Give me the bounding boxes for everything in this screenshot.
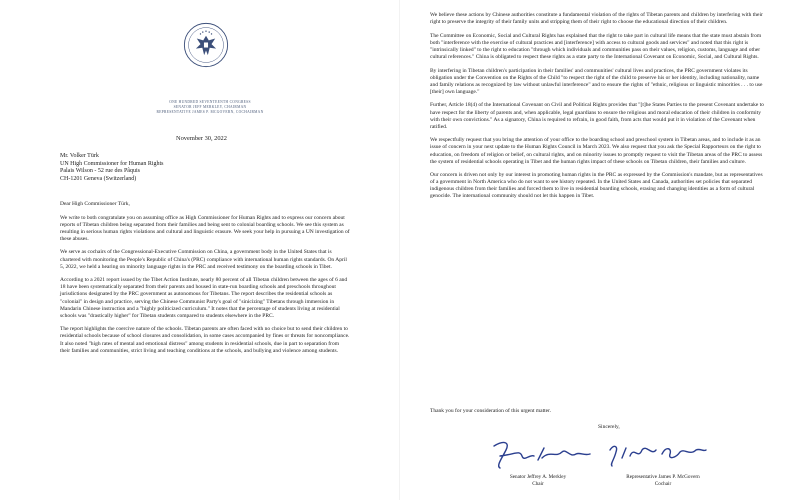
signatory-role: Cochair [654, 480, 672, 487]
paragraph: We respectfully request that you bring the attention of your office to the boarding school and preschool system in Tibetan areas, and to include it as an issue of concern in your next update to the Human Rights Council in March 2023. We also request that you ask the Special Rapporteurs on the right to education, on freedom of religion or belief, on cultural rights, and on minority issues to promptly request to visit the Tibetan areas of the PRC to assess the system of residential schools operating in Tibet and the human rights impact of these schools on Tibetan children, their families and culture. [430, 137, 763, 165]
merkley-signature-icon [486, 436, 596, 474]
paragraph: The report highlights the coercive nature of the schools. Tibetan parents are often faced with no choice but to send their children to residential schools because of school closures and consolidation, in some cases accompanied by fines or threats for noncompliance. It also noted "high rates of mental and emotional distress" among students in residential schools, due in part to separation from their families and communities, strict living and teaching conditions at the schools, and bullying and violence among students. [60, 326, 350, 354]
address-line: Palais Wilson - 52 rue des Pâquis [60, 168, 140, 175]
address-line: CH-1201 Geneva (Switzerland) [60, 175, 137, 182]
congressional-seal-icon [183, 22, 229, 68]
letterhead [120, 100, 300, 116]
mcgovern-signature-icon [600, 436, 710, 474]
paragraph: We believe these actions by Chinese authorities constitute a fundamental violation of the rights of Tibetan parents and children by interfering with their right to preserve the integrity of their family units and stripping them of their right to choose the educational direction of their children. [430, 12, 763, 26]
address-line: Mr. Volker Türk [60, 153, 99, 159]
paragraph: By interfering in Tibetan children's participation in their families' and communities' cultural lives and practices, the PRC government violates its obligation under the Convention on the Rights of the Child "to respect the right of the child to preserve his or her identity, including nationality, name and family relations as recognized by law without unlawful interference" and to ensure the rights of "ethnic, religious or linguistic minorities . . . to use [their] own language." [430, 67, 763, 95]
signatory-role: Chair [532, 480, 544, 487]
signatory-mcgovern [598, 474, 728, 488]
signatory-name: Senator Jeffrey A. Merkley [509, 474, 567, 480]
letter-page-2 [400, 0, 800, 500]
signatory-name: Representative James P. McGovern [626, 474, 700, 480]
letter-body-page-2 [430, 12, 766, 207]
paragraph: The Committee on Economic, Social and Cultural Rights has explained that the right to take part in cultural life means that the state must abstain from both "interference with the exercise of cultural practices and [interference] with access to cultural goods and services" and noted that this right is "intrinsically linked" to the right to education "through which individuals and communities pass on their values, religion, customs, language and other cultural references." China is obligated to respect these rights as a state party to the International Covenant on Economic, Social, and Cultural Rights. [430, 32, 762, 60]
paragraph: Further, Article 18(4) of the International Covenant on Civil and Political Rights provides that "[t]he States Parties to the present Covenant undertake to have respect for the liberty of parents and, when applicable, legal guardians to ensure the religious and moral education of their children in conformity with their own convictions." As a signatory, China is required to refrain, in good faith, from acts that would put it in violation of the Covenant when ratified. [430, 102, 764, 130]
letterhead-line: SENATOR JEFF MERKLEY, CHAIRMAN [173, 105, 247, 110]
sign-off: Sincerely, [598, 424, 620, 430]
letterhead-line: REPRESENTATIVE JAMES P. MCGOVERN, COCHAIRMAN [156, 110, 264, 115]
address-line: UN High Commissioner for Human Rights [60, 160, 164, 167]
paragraph: We serve as cochairs of the Congressional-Executive Commission on China, a government body in the United States that is chartered with monitoring the People's Republic of China's (PRC) compliance with international human rights standards. On April 5, 2022, we held a hearing on minority language rights in the PRC and received testimony on the boarding schools in Tibet. [60, 249, 347, 270]
letterhead-line: ONE HUNDRED SEVENTEENTH CONGRESS [169, 100, 251, 104]
paragraph: According to a 2021 report issued by the Tibet Action Institute, nearly 80 percent of all Tibetan children between the ages of 6 and 18 have been systematically separated from their parents and housed in state-run boarding schools and preschools throughout jurisdictions designated by the PRC government as autonomous for Tibetans. The report describes the residential schools as "colonial" in design and practice, serving the Chinese Communist Party's goal of "sinicizing" Tibetans through immersion in Mandarin Chinese instruction and a "highly politicized curriculum." It notes that the percentage of students living at residential schools was "drastically higher" for Tibetan students compared to students elsewhere in the PRC. [60, 277, 348, 319]
paragraph: Our concern is driven not only by our interest in promoting human rights in the PRC as expressed by the Commission's mandate, but as representatives of a government in North America who do not want to see history repeated. In the United States and Canada, authorities set policies that separated indigenous children from their families and forced them to live in residential boarding schools, erasing and changing identities as a form of cultural genocide. The international community should not let this happen in Tibet. [430, 172, 763, 200]
letter-date: November 30, 2022 [176, 135, 227, 142]
signatory-merkley [478, 474, 598, 488]
closing-line: Thank you for your consideration of this urgent matter. [430, 408, 552, 414]
salutation: Dear High Commissioner Türk, [60, 201, 130, 207]
paragraph: We write to both congratulate you on assuming office as High Commissioner for Human Rights and to express our concern about reports of Tibetan children being separated from their families and being sent to colonial boarding schools. We see this system as resulting in serious human rights violations and cultural and linguistic erasure. We seek your help in pursuing a UN investigation of these abuses. [60, 214, 350, 242]
letter-body-page-1 [60, 201, 350, 361]
recipient-address [60, 153, 164, 183]
